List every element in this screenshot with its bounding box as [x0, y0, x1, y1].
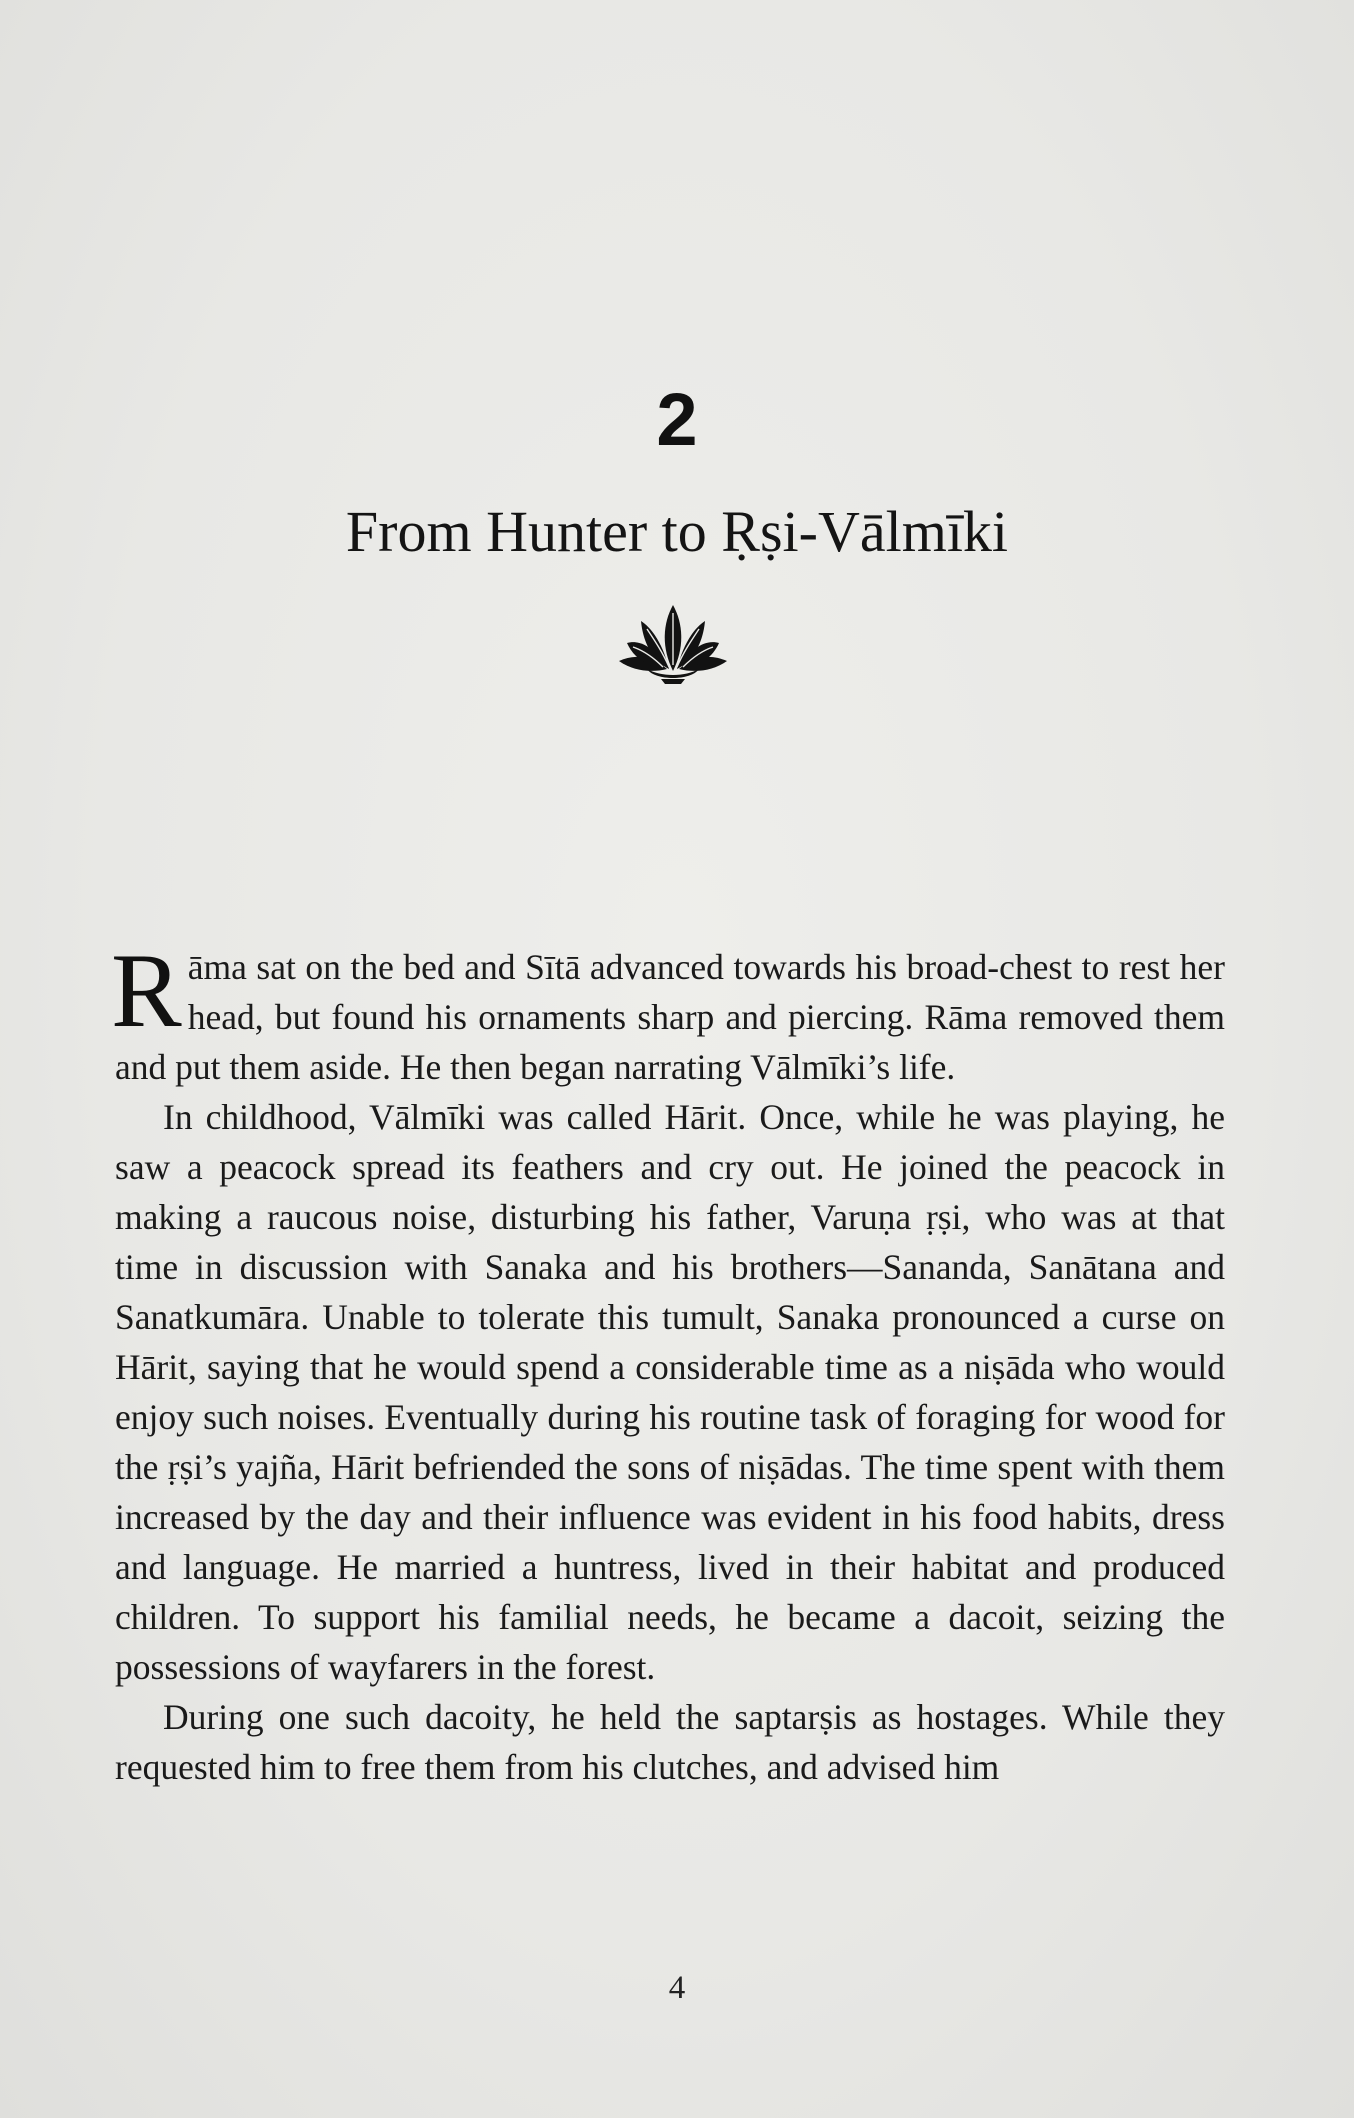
lotus-icon	[617, 603, 729, 685]
paragraph: In childhood, Vālmīki was called Hārit. Once, while he was playing, he saw a peacock spread its feathers and cry out. He joined the peacock in making a raucous noise, disturbing his father, Varuṇa ṛṣi, who was at that time in discussion with Sanaka and his brothers—Sananda, Sanātana and Sanatkumāra. Unable to tolerate this tumult, Sanaka pronounced a curse on Hārit, saying that he would spend a considerable time as a niṣāda who would enjoy such noises. Eventually during his routine task of foraging for wood for the ṛṣi’s yajña, Hārit befriended the sons of niṣādas. The time spent with them increased by the day and their influence was evident in his food habits, dress and language. He married a huntress, lived in their habitat and produced children. To support his familial needs, he became a dacoit, seizing the possessions of wayfarers in the forest.	[115, 1097, 1225, 1687]
chapter-title: From Hunter to Ṛṣi-Vālmīki	[345, 499, 1009, 564]
chapter-number: 2	[656, 378, 698, 461]
page-number: 4	[668, 1970, 686, 2006]
chapter-body	[111, 932, 1225, 1792]
paragraph-text: āma sat on the bed and Sītā advanced towards his broad-chest to rest her head, but found his ornaments sharp and piercing. Rāma removed them and put them aside. He then began narrating Vālmīki’s life.	[115, 947, 1225, 1087]
paragraph: During one such dacoity, he held the saptarṣis as hostages. While they requested him to free them from his clutches, and advised him	[115, 1697, 1225, 1787]
drop-cap: R	[111, 932, 182, 1049]
paragraph	[111, 932, 1225, 1092]
